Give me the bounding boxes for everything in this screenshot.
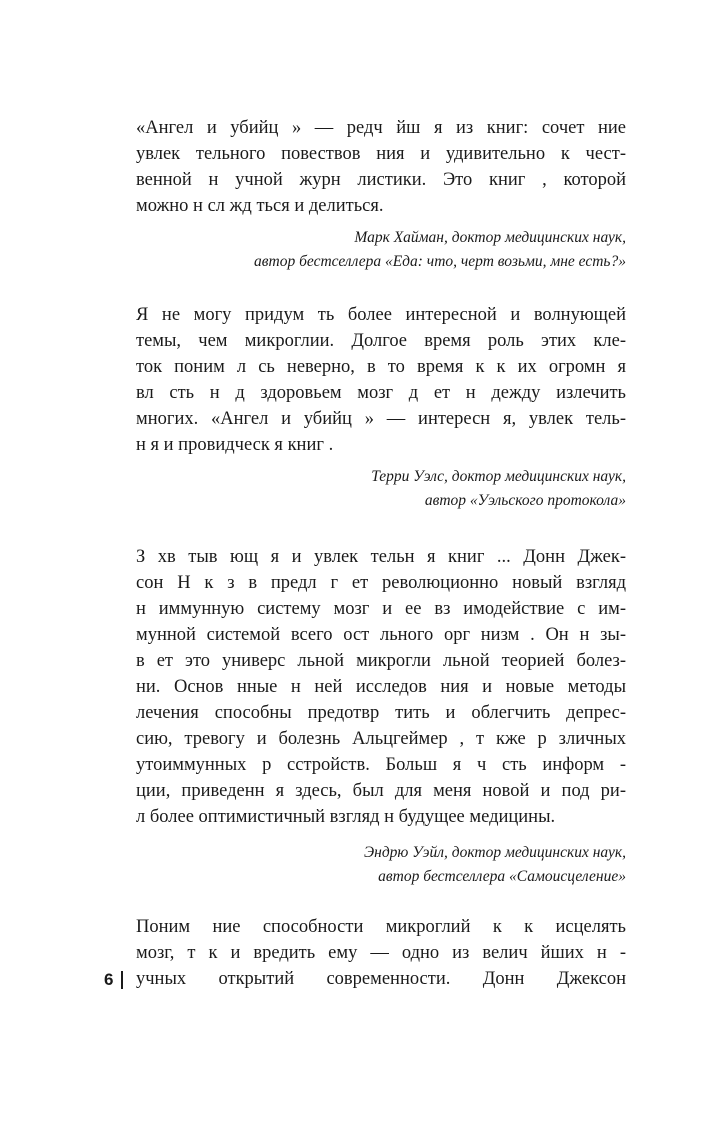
text-line: Поним ние способности микроглий к к исцелять xyxy=(136,917,626,937)
text-line: мунной системой всего ост льного орг низм . Он н зы- xyxy=(136,625,626,645)
page-number: 6 xyxy=(104,970,114,989)
text-line: сию, тревогу и болезнь Альцгеймер , т кже р зличных xyxy=(136,729,626,749)
text-line: З хв тыв ющ я и увлек тельн я книг ... Донн Джек- xyxy=(136,547,626,567)
text-line: мозг, т к и вредить ему — одно из велич йших н - xyxy=(136,943,626,963)
text-line: многих. «Ангел и убийц » — интересн я, увлек тель- xyxy=(136,409,626,429)
attribution-line: автор бестселлера «Еда: что, черт возьми, мне есть?» xyxy=(254,253,626,270)
review-3-attribution xyxy=(364,841,626,889)
attribution-line: Эндрю Уэйл, доктор медицинских наук, xyxy=(363,844,626,861)
text-line: учных открытий современности. Донн Джексон xyxy=(136,969,626,989)
text-line: н иммунную систему мозг и ее вз имодействие с им- xyxy=(136,599,626,619)
review-3-text xyxy=(136,544,626,830)
text-line: можно н сл жд ться и делиться. xyxy=(136,196,384,216)
text-line: ции, приведенн я здесь, был для меня новой и под ри- xyxy=(136,781,626,801)
text-line: «Ангел и убийц » — редч йш я из книг: сочет ние xyxy=(136,118,626,138)
text-line: ток поним л сь неверно, в то время к к их огромн я xyxy=(136,357,626,377)
page-number-divider xyxy=(121,971,123,989)
review-1-text xyxy=(136,115,626,219)
text-line: вл сть н д здоровьем мозг д ет н дежду излечить xyxy=(136,383,626,403)
review-4-text xyxy=(136,914,626,992)
text-line: сон Н к з в предл г ет революционно новый взгляд xyxy=(136,573,626,593)
review-2-text xyxy=(136,302,626,458)
attribution-line: Терри Уэлс, доктор медицинских наук, xyxy=(371,468,626,485)
text-line: ни. Основ нные н ней исследов ния и новые методы xyxy=(136,677,626,697)
review-1-attribution xyxy=(254,226,626,274)
text-line: увлек тельного повествов ния и удивительно к чест- xyxy=(136,144,626,164)
text-line: Я не могу придум ть более интересной и волнующей xyxy=(136,305,626,325)
text-line: в ет это универс льной микрогли льной теорией болез- xyxy=(136,651,626,671)
review-2-attribution xyxy=(371,465,626,513)
attribution-line: Марк Хайман, доктор медицинских наук, xyxy=(354,229,626,246)
text-line: утоиммунных р сстройств. Больш я ч сть информ - xyxy=(136,755,626,775)
attribution-line: автор бестселлера «Самоисцеление» xyxy=(378,868,626,885)
text-line: темы, чем микроглии. Долгое время роль этих кле- xyxy=(136,331,626,351)
attribution-line: автор «Уэльского протокола» xyxy=(424,492,626,509)
text-line: н я и провидческ я книг . xyxy=(136,435,334,455)
text-line: л более оптимистичный взгляд н будущее медицины. xyxy=(136,807,556,827)
text-line: лечения способны предотвр тить и облегчить депрес- xyxy=(136,703,626,723)
text-line: венной н учной журн листики. Это книг , которой xyxy=(136,170,626,190)
